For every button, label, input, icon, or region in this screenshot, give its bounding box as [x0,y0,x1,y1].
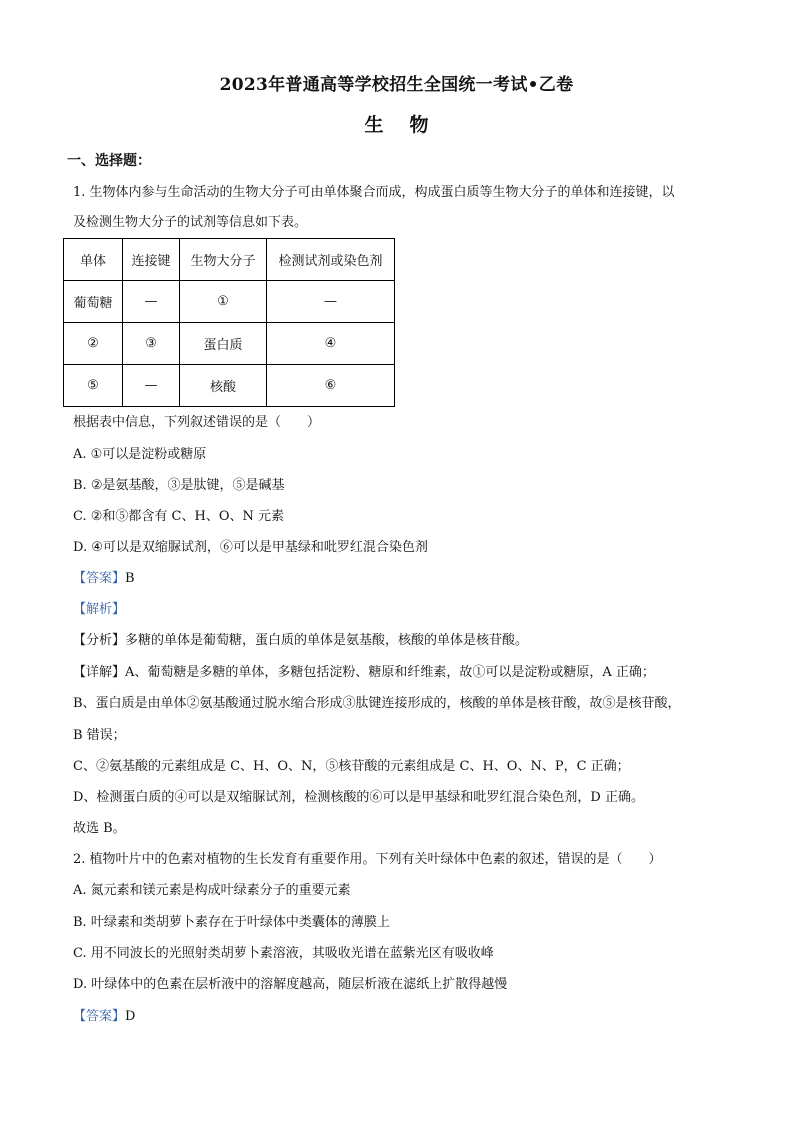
answer-value: D [125,1009,136,1024]
q1-analysis-heading [73,601,125,619]
table-cell: ③ [123,323,180,365]
table-cell: ⑤ [64,365,123,407]
exam-title: 2023年普通高等学校招生全国统一考试•乙卷 [219,75,574,95]
table-header-cell: 单体 [64,239,123,281]
q1-option-c: C. ②和⑤都含有 C、H、O、N 元素 [73,509,284,524]
q1-xiangjie-line4: C、②氨基酸的元素组成是 C、H、O、N，⑤核苷酸的元素组成是 C、H、O、N、P，C 正确； [73,759,630,774]
q2-stem: 2. 植物叶片中的色素对植物的生长发育有重要作用。下列有关叶绿体中色素的叙述，错误的是（ ） [73,852,662,867]
q1-fenxi [73,632,528,650]
answer-value: B [125,571,135,586]
q1-xiangjie-line3: B 错误； [73,728,126,743]
q1-info-table [63,238,395,407]
table-cell: — [123,281,180,323]
table-header-row [64,239,395,281]
table-cell: 蛋白质 [180,323,267,365]
table-header-cell: 连接键 [123,239,180,281]
fenxi-tag: 【分析】 [73,633,126,648]
section-heading: 一、选择题： [67,153,151,169]
table-row [64,323,395,365]
q1-xiangjie-line5: D、检测蛋白质的④可以是双缩脲试剂，检测核酸的⑥可以是甲基绿和吡罗红混合染色剂，D 正确。 [73,790,644,805]
subject-title: 生物 [364,114,455,136]
table-cell: — [267,281,395,323]
q1-question: 根据表中信息，下列叙述错误的是（ ） [73,415,321,430]
table-cell: ① [180,281,267,323]
analysis-tag: 【解析】 [73,602,126,617]
xiangjie-tag: 【详解】 [73,665,126,680]
xiangjie-text: A、葡萄糖是多糖的单体，多糖包括淀粉、糖原和纤维素，故①可以是淀粉或糖原，A 正确； [125,665,655,680]
q1-xiangjie-line2: B、蛋白质是由单体②氨基酸通过脱水缩合形成③肽键连接形成的，核酸的单体是核苷酸，故⑤是核苷酸， [73,696,681,711]
q1-conclusion: 故选 B。 [73,821,126,836]
table-cell: 葡萄糖 [64,281,123,323]
table-cell: ④ [267,323,395,365]
table-cell: ② [64,323,123,365]
q1-xiangjie-line1 [73,664,655,682]
fenxi-text: 多糖的单体是葡萄糖，蛋白质的单体是氨基酸，核酸的单体是核苷酸。 [125,633,529,648]
table-row [64,281,395,323]
q2-option-b: B. 叶绿素和类胡萝卜素存在于叶绿体中类囊体的薄膜上 [73,915,390,930]
q1-answer [73,570,135,588]
table-cell: — [123,365,180,407]
table-header-cell: 检测试剂或染色剂 [267,239,395,281]
table-header-cell: 生物大分子 [180,239,267,281]
q1-option-a: A. ①可以是淀粉或糖原 [73,447,207,462]
table-row [64,365,395,407]
answer-tag: 【答案】 [73,1009,126,1024]
table-cell: 核酸 [180,365,267,407]
q2-option-a: A. 氮元素和镁元素是构成叶绿素分子的重要元素 [73,883,351,898]
q2-answer [73,1008,135,1026]
answer-tag: 【答案】 [73,571,126,586]
q1-option-d: D. ④可以是双缩脲试剂，⑥可以是甲基绿和吡罗红混合染色剂 [73,540,428,555]
table-cell: ⑥ [267,365,395,407]
q1-stem-line2: 及检测生物大分子的试剂等信息如下表。 [73,215,308,230]
q2-option-d: D. 叶绿体中的色素在层析液中的溶解度越高，随层析液在滤纸上扩散得越慢 [73,977,508,992]
q1-stem-line1: 1. 生物体内参与生命活动的生物大分子可由单体聚合而成，构成蛋白质等生物大分子的单体和连接键，以 [73,185,675,200]
q1-option-b: B. ②是氨基酸，③是肽键，⑤是碱基 [73,478,285,493]
q2-option-c: C. 用不同波长的光照射类胡萝卜素溶液，其吸收光谱在蓝紫光区有吸收峰 [73,946,494,961]
